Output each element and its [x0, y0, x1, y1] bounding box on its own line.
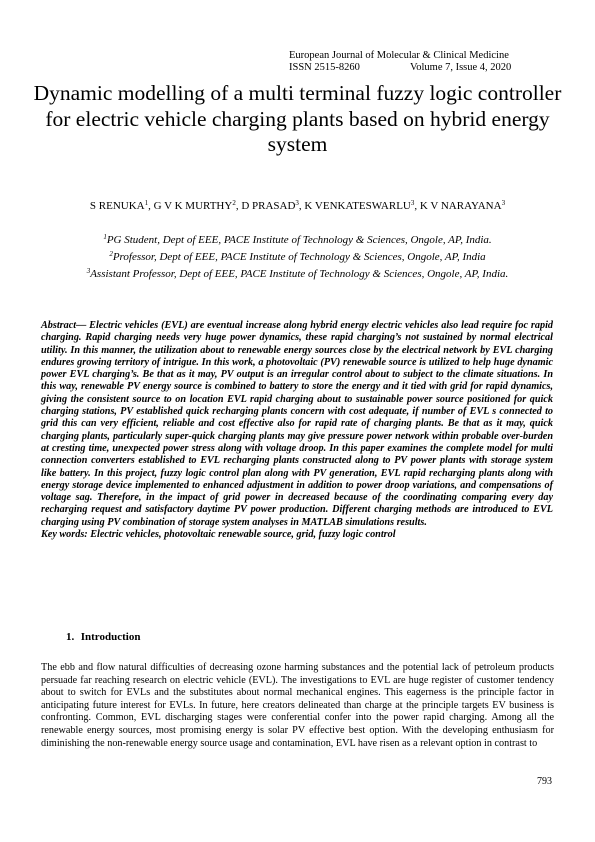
- affiliation: $^2$Professor, Dept of EEE, PACE Institute of Technology & Sciences, Ongole, AP, India: [109, 250, 486, 263]
- journal-header: [289, 50, 549, 74]
- section-heading: [66, 631, 140, 643]
- abstract: [41, 320, 553, 541]
- section-number: 1.: [66, 631, 75, 643]
- section-title: Introduction: [80, 631, 141, 643]
- author: K VENKATESWARLU$^3$: [304, 199, 415, 212]
- abstract-text: Abstract— Electric vehicles (EVL) are eventual increase along hybrid energy electric vehicles also lead require foc rapid charging. Rapid charging needs very huge power dynamics, these rapid charging’s not sustained by normal electrical utility. In this manner, the utilization about to renewable energy sources close by the electrical network by EVL charging endures growing territory of intrigue. In this work, a photovoltaic (PV) renewable source is utilized to help huge dynamic power EVL charging’s. Be that as it may, PV output is an irregular control about to subject to the climate situations. In this way, renewable PV energy source is combined to battery to store the energy and it tied with grid for rapid dynamics, giving the consistent source to on location EVL rapid charging about to sustainable power source positioned for quick charging stations, PV established quick recharging plants concern with cost adequate, if number of EVL s connected to grid this can very efficient, reliable and cost effective also for rapid rate of charging plants. Be that as it may, quick charging plants, particularly super-quick charging plants may give pressure power network within probable over-burden at cresting time, unexpected power stress along with voltage droop. In this paper examines the complete model for multi connection converters established to EVL recharging plants constructed along to PV power plants with storage system like battery. In this project, fuzzy logic control plan along with PV generation, EVL rapid recharging plants along with energy storage device implemented to enhanced adjustment in addition to power droop variations, and compensations of voltage sag. Therefore, in the impact of grid power in decreased because of the coordinating comparing every day recharging request and satisfactory daytime PV power production. Different charging methods are introduced to EVL charging using PV combination of storage system analyses in MATLAB simulations results.: [41, 320, 553, 528]
- author: D PRASAD$^3$: [241, 199, 299, 212]
- journal-name: European Journal of Molecular & Clinical Medicine: [289, 50, 509, 61]
- author: S RENUKA$^1$: [89, 199, 149, 212]
- author: K V NARAYANA$^3$: [419, 199, 506, 212]
- journal-issue-line: [289, 62, 549, 74]
- affiliations: [20, 232, 575, 283]
- volume-issue: Volume 7, Issue 4, 2020: [410, 62, 512, 73]
- body-paragraph: The ebb and flow natural difficulties of decreasing ozone harming substances and the potential lack of petroleum products persuade far reaching research on electric vehicle (EVL). The investigations to EVL are huge register of customer tendency about to switch for EVLs and the substitutes about normal mechanical engines. This eagerness is the principle factor in anticipating future interest for EVLs. In future, here creators delineated than charge at the principle targets EV business is confronting. Common, EVL discharging stages were conferential confer into the power rapid charging. Among all the renewable energy sources, most promising energy is solar PV effective best option. With the developing enthusiasm for diminishing the non-renewable energy source usage and contamination, EVL have risen as a relevant option in contrast to: [41, 662, 554, 749]
- page-number: 793: [537, 776, 552, 787]
- issn: ISSN 2515-8260: [289, 62, 360, 73]
- affiliation: $^1$PG Student, Dept of EEE, PACE Institute of Technology & Sciences, Ongole, AP, India.: [103, 233, 492, 246]
- paper-title: Dynamic modelling of a multi terminal fuzzy logic controller for electric vehicle charging plants based on hybrid energy system: [33, 81, 562, 156]
- keywords: Key words: Electric vehicles, photovoltaic renewable source, grid, fuzzy logic control: [41, 529, 396, 541]
- author-list: S RENUKA$^1$, G V K MURTHY$^2$, D PRASAD$^3$, K VENKATESWARLU$^3$, K V NARAYANA$^3$: [89, 199, 506, 212]
- author: G V K MURTHY$^2$: [153, 199, 236, 212]
- affiliation: $^3$Assistant Professor, Dept of EEE, PACE Institute of Technology & Sciences, Ongole, AP, India.: [86, 267, 509, 280]
